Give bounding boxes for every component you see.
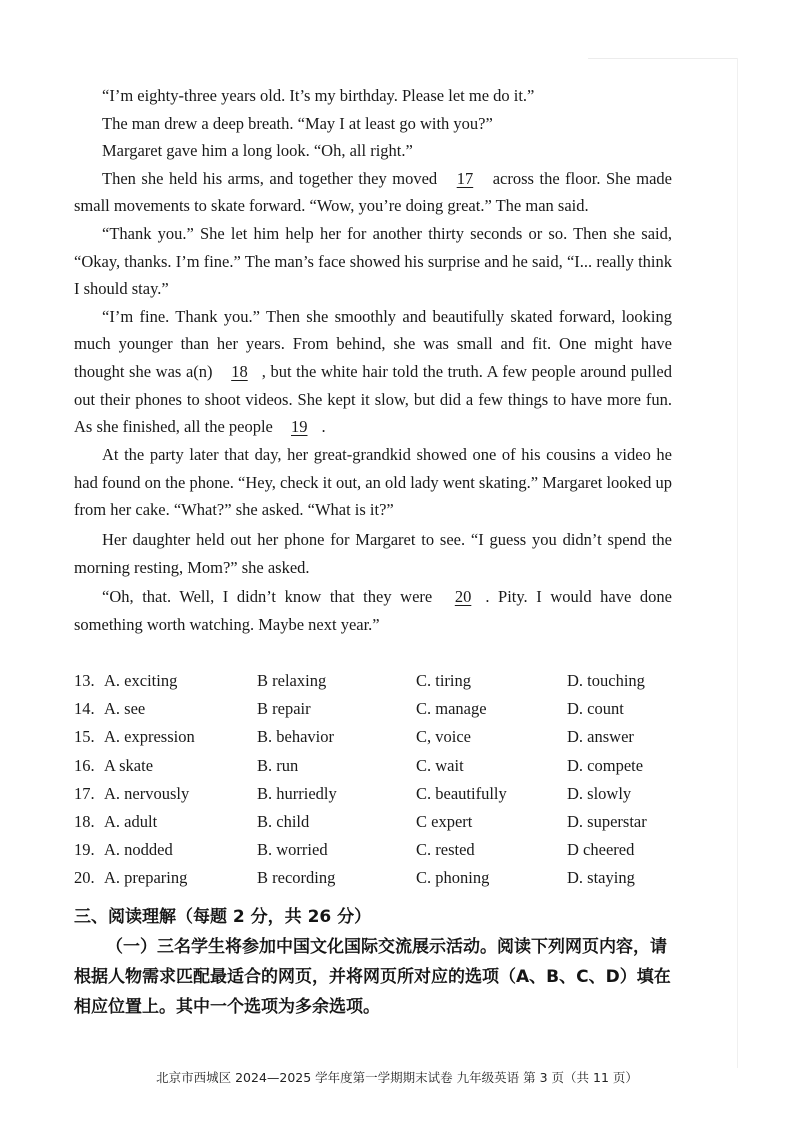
option-row-18 — [74, 808, 694, 836]
passage-paragraph-3: Margaret gave him a long look. “Oh, all right.” — [102, 141, 413, 161]
option-b: B relaxing — [257, 671, 327, 690]
blank-20: 20 — [454, 587, 472, 606]
passage-paragraph-8: Her daughter held out her phone for Margaret to see. “I guess you didn’t spend the morning resting, Mom?” she asked. — [74, 530, 672, 577]
option-row-17 — [74, 780, 694, 808]
option-d: D cheered — [567, 840, 635, 860]
option-c: C. wait — [416, 755, 464, 775]
scan-edge-top — [588, 58, 738, 59]
page-footer: 北京市西城区 2024—2025 学年度第一学期期末试卷 九年级英语 第 3 页（共 11 页） — [156, 1070, 638, 1085]
scan-edge-right — [737, 58, 738, 1068]
question-number: 14. — [74, 699, 95, 719]
option-c: C. manage — [416, 699, 487, 719]
paragraph-4-text-after: across the floor. She made small movements to skate forward. “Wow, you’re doing great.” The man said. — [74, 168, 672, 216]
question-number: 15. — [74, 727, 95, 747]
passage-paragraph-7: At the party later that day, her great-grandkid showed one of his cousins a video he had found on the phone. “Hey, check it out, an old lady went skating.” Margaret looked up from her cake. “What?” she asked. “What is it?” — [74, 445, 672, 520]
option-b: B recording — [257, 868, 336, 888]
passage-paragraph-6 — [74, 303, 672, 441]
option-b: B repair — [257, 699, 311, 719]
paragraph-6-text-b: , but the white hair told the truth. A few people around pulled out their phones to shoot videos. She kept it slow, but did a few things to have more fun. As she finished, all the people — [74, 361, 672, 437]
blank-17: 17 — [456, 168, 474, 188]
option-c: C. beautifully — [416, 783, 507, 803]
paragraph-6-text-c: . — [321, 417, 326, 437]
passage-paragraph-2: The man drew a deep breath. “May I at least go with you?” — [102, 113, 493, 133]
paragraph-4-text-before: Then she held his arms, and together they moved — [102, 168, 443, 188]
option-a: A skate — [104, 755, 154, 775]
option-row-14 — [74, 695, 694, 723]
option-row-19 — [74, 836, 694, 864]
question-number: 19. — [74, 840, 95, 860]
option-c: C. rested — [416, 840, 475, 860]
option-a: A. expression — [104, 727, 195, 747]
option-d: D. count — [567, 699, 624, 719]
option-b: B. hurriedly — [257, 783, 337, 803]
option-d: D. answer — [567, 727, 634, 747]
passage-paragraph-1: “I’m eighty-three years old. It’s my birthday. Please let me do it.” — [102, 86, 535, 105]
section-heading: 三、阅读理解（每题 2 分，共 26 分） — [74, 907, 372, 927]
option-a: A. nodded — [104, 840, 173, 860]
option-d: D. touching — [567, 671, 645, 690]
blank-18: 18 — [231, 361, 248, 381]
question-number: 13. — [74, 671, 95, 690]
option-d: D. staying — [567, 868, 635, 888]
passage-paragraph-5: “Thank you.” She let him help her for another thirty seconds or so. Then she said, “Okay, thanks. I’m fine.” The man’s face showed his surprise and he said, “I... really think I should stay.” — [74, 224, 672, 299]
option-row-13 — [74, 667, 694, 695]
option-row-20 — [74, 864, 694, 892]
passage-paragraph-9 — [74, 583, 672, 638]
option-a: A. see — [104, 699, 146, 719]
option-row-16 — [74, 752, 694, 780]
option-d: D. slowly — [567, 783, 632, 803]
question-number: 17. — [74, 783, 95, 803]
question-number: 16. — [74, 755, 95, 775]
question-number: 20. — [74, 868, 95, 888]
option-a: A. exciting — [104, 671, 178, 690]
option-a: A. preparing — [104, 868, 188, 888]
answer-options-table — [74, 667, 694, 893]
paragraph-6-text-a: “I’m fine. Thank you.” Then she smoothly and beautifully skated forward, looking much younger than her years. From behind, she was small and fit. One might have thought she was a(n) — [74, 306, 672, 381]
option-b: B. child — [257, 811, 310, 831]
option-a: A. adult — [104, 811, 158, 831]
option-c: C, voice — [416, 727, 471, 747]
option-row-15 — [74, 723, 694, 751]
option-c: C. phoning — [416, 868, 490, 888]
question-number: 18. — [74, 811, 95, 831]
option-b: B. behavior — [257, 727, 334, 747]
paragraph-9-text-after: . Pity. I would have done something worth watching. Maybe next year.” — [74, 587, 672, 634]
blank-19: 19 — [291, 417, 308, 437]
option-b: B. run — [257, 755, 299, 775]
paragraph-9-text-before: “Oh, that. Well, I didn’t know that they were — [102, 587, 441, 606]
option-d: D. superstar — [567, 811, 647, 831]
section-instruction: （一）三名学生将参加中国文化国际交流展示活动。阅读下列网页内容，请根据人物需求匹配最适合的网页，并将网页所对应的选项（A、B、C、D）填在相应位置上。其中一个选项为多余选项。 — [74, 937, 671, 1017]
option-d: D. compete — [567, 755, 644, 775]
option-c: C. tiring — [416, 671, 472, 690]
option-c: C expert — [416, 811, 473, 831]
option-a: A. nervously — [104, 783, 190, 803]
option-b: B. worried — [257, 840, 328, 860]
passage-paragraph-4 — [74, 165, 672, 220]
